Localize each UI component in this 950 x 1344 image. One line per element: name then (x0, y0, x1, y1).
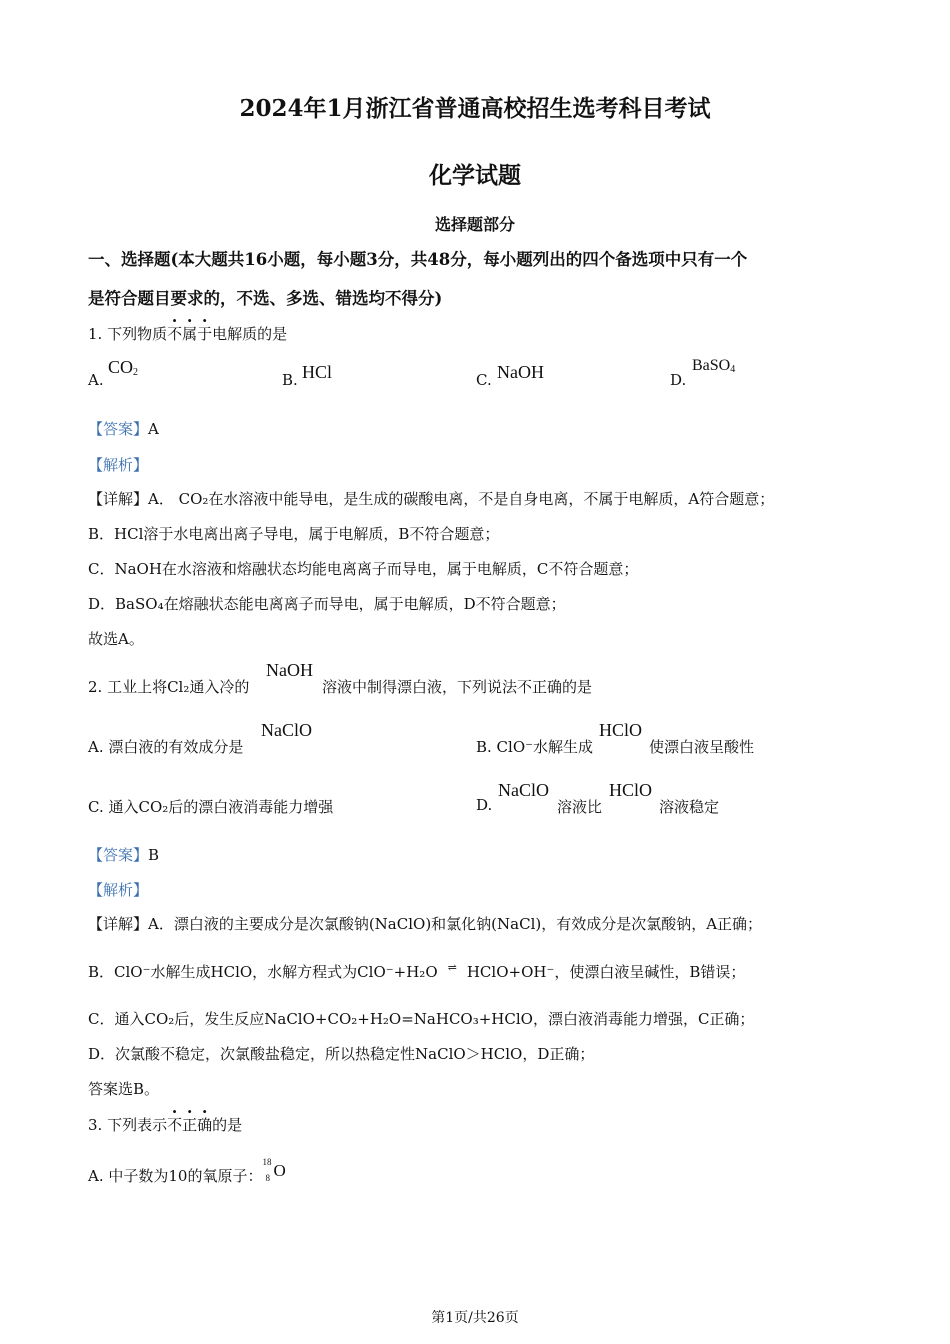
q1-option-a-formula (108, 357, 138, 378)
q1-detail-a: 【详解】A． CO₂在水溶液中能导电，是生成的碳酸电离，不是自身电离，不属于电解质，A符合题意； (88, 490, 775, 508)
q2-option-d-mid: 溶液比 (557, 798, 603, 816)
answer-value: B (148, 846, 160, 864)
equilibrium-arrow-icon: ⇌ (447, 961, 457, 974)
paper-subject-title: 化学试题 (429, 162, 521, 189)
q1-conclusion: 故选A。 (88, 630, 144, 648)
q1-option-c-formula (497, 362, 544, 383)
q2-detail-d: D．次氯酸不稳定，次氯酸盐稳定，所以热稳定性NaClO＞HClO，D正确； (88, 1045, 595, 1063)
q1-emphasis-char: 于 (197, 325, 213, 343)
q2-option-b-post: 使漂白液呈酸性 (649, 738, 755, 756)
formula-base: CO (108, 357, 134, 377)
page-title: 2024年1月浙江省普通高校招生选考科目考试 (239, 95, 711, 122)
q1-option-b-label: B. (282, 371, 298, 389)
q1-stem-post: 电解质的是 (212, 325, 288, 343)
page-number: 第1页/共26页 (431, 1310, 519, 1326)
formula-base: BaSO (692, 357, 731, 374)
q2-detail-b (88, 961, 745, 982)
section-heading-line1: 一、选择题(本大题共16小题，每小题3分，共48分，每小题列出的四个备选项中只有一个 (88, 250, 748, 269)
answer-tag: 【答案】 (88, 846, 149, 864)
q3-emphasis-char: 正 (182, 1116, 198, 1134)
q2-stem-pre: 2. 工业上将Cl₂通入冷的 (88, 678, 250, 696)
q1-option-d-formula (692, 357, 735, 375)
q2-detail-c: C．通入CO₂后，发生反应NaClO+CO₂+H₂O=NaHCO₃+HClO，漂白液消毒能力增强，C正确； (88, 1010, 755, 1028)
q2-conclusion: 答案选B。 (88, 1080, 160, 1098)
q1-answer (88, 418, 159, 439)
q1-detail-b: B．HCl溶于水电离出离子导电，属于电解质，B不符合题意； (88, 525, 500, 543)
q1-option-a-label: A. (88, 371, 104, 389)
q3-emphasis-char: 不 (167, 1116, 183, 1134)
q2-option-a-formula: NaClO (261, 720, 312, 740)
element-symbol: O (273, 1161, 286, 1180)
q2-option-b-text: B. ClO⁻水解生成 (476, 738, 594, 756)
q3-option-a (88, 1157, 288, 1186)
atomic-number: 8 (265, 1173, 270, 1183)
q2-stem-formula: NaOH (266, 660, 313, 680)
question-1-stem (88, 323, 287, 344)
q2-stem-post: 溶液中制得漂白液，下列说法不正确的是 (322, 678, 593, 696)
q1-stem-pre: 1. 下列物质 (88, 325, 168, 343)
q1-emphasis-char: 属 (182, 325, 198, 343)
q2-answer (88, 844, 159, 865)
q2-option-d-formula1: NaClO (498, 780, 549, 800)
q1-analysis-tag: 【解析】 (88, 456, 149, 474)
q2-option-a-text: A. 漂白液的有效成分是 (88, 738, 244, 756)
q2-analysis-tag: 【解析】 (88, 881, 149, 899)
answer-tag: 【答案】 (88, 420, 149, 438)
q2-detail-a: 【详解】A．漂白液的主要成分是次氯酸钠(NaClO)和氯化钠(NaCl)，有效成分是次氯酸钠，A正确； (88, 915, 763, 933)
q2-option-b-formula: HClO (599, 720, 643, 740)
answer-value: A (148, 420, 159, 438)
q3-option-a-text: A. 中子数为10的氧原子： (88, 1167, 263, 1185)
q1-detail-d: D．BaSO₄在熔融状态能电离离子而导电，属于电解质，D不符合题意； (88, 595, 566, 613)
detail-text: B．ClO⁻水解生成HClO，水解方程式为ClO⁻+H₂O (88, 963, 438, 981)
q2-option-d-post: 溶液稳定 (659, 798, 720, 816)
q2-option-d-formula2: HClO (609, 780, 653, 800)
q3-emphasis-char: 确 (197, 1116, 213, 1134)
q1-detail-c: C．NaOH在水溶液和熔融状态均能电离离子而导电，属于电解质，C不符合题意； (88, 560, 639, 578)
formula-base: HCl (302, 362, 333, 382)
q2-option-c-text: C. 通入CO₂后的漂白液消毒能力增强 (88, 798, 334, 816)
q1-option-b-formula (302, 362, 332, 383)
q3-stem-pre: 3. 下列表示 (88, 1116, 168, 1134)
q1-option-c-label: C. (476, 371, 492, 389)
q1-emphasis-char: 不 (167, 325, 183, 343)
section-heading-line2: 是符合题目要求的，不选、多选、错选均不得分) (88, 289, 443, 308)
q1-option-d-label: D. (670, 371, 687, 389)
question-3-stem (88, 1114, 242, 1135)
detail-text: HClO+OH⁻，使漂白液呈碱性，B错误； (466, 963, 746, 981)
part-heading: 选择题部分 (434, 215, 515, 234)
q3-stem-post: 的是 (212, 1116, 243, 1134)
isotope-symbol (262, 1157, 288, 1185)
formula-subscript: 4 (730, 364, 736, 375)
mass-number: 18 (262, 1157, 272, 1167)
q2-option-d-label: D. (476, 796, 493, 814)
formula-subscript: 2 (133, 367, 139, 378)
formula-base: NaOH (497, 362, 544, 382)
